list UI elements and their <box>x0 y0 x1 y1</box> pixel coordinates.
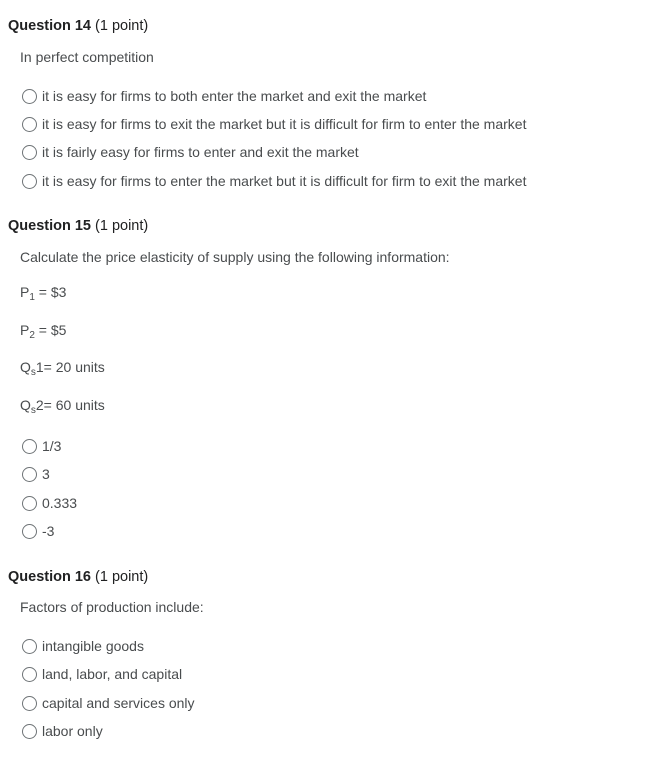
question-15-text: Calculate the price elasticity of supply using the following information: <box>20 249 450 265</box>
option-label: -3 <box>42 523 55 539</box>
q15-option-1[interactable] <box>22 436 61 456</box>
option-label: labor only <box>42 723 103 739</box>
info-qs2 <box>20 397 105 416</box>
radio-button[interactable] <box>22 439 37 454</box>
question-14-text: In perfect competition <box>20 49 154 65</box>
info-subscript: s <box>30 405 36 416</box>
radio-button[interactable] <box>22 667 37 682</box>
info-symbol: P <box>20 322 30 338</box>
q14-option-4[interactable] <box>22 171 526 191</box>
q15-option-4[interactable] <box>22 521 54 541</box>
question-16-header <box>8 569 148 585</box>
radio-button[interactable] <box>22 89 37 104</box>
question-title: Question 14 <box>8 18 91 34</box>
q16-option-3[interactable] <box>22 693 195 713</box>
q14-option-1[interactable] <box>22 86 426 106</box>
radio-button[interactable] <box>22 174 37 189</box>
question-points: (1 point) <box>95 18 149 34</box>
info-p1 <box>20 284 67 303</box>
option-label: it is easy for firms to exit the market but it is difficult for firm to enter the market <box>42 116 527 132</box>
option-label: intangible goods <box>42 638 144 654</box>
radio-button[interactable] <box>22 145 37 160</box>
question-16-text: Factors of production include: <box>20 599 204 615</box>
question-points: (1 point) <box>95 569 149 585</box>
option-label: 1/3 <box>42 438 62 454</box>
info-p2 <box>20 322 67 341</box>
option-label: 0.333 <box>42 495 78 511</box>
info-subscript: 1 <box>29 292 35 303</box>
info-value: 2= 60 units <box>35 397 105 413</box>
info-symbol: Q <box>20 359 31 375</box>
info-value: = $5 <box>34 322 67 338</box>
q15-option-3[interactable] <box>22 493 77 513</box>
option-label: it is easy for firms to both enter the market and exit the market <box>42 88 427 104</box>
radio-button[interactable] <box>22 696 37 711</box>
question-points: (1 point) <box>95 218 149 234</box>
info-symbol: P <box>20 284 30 300</box>
info-subscript: 2 <box>29 330 35 341</box>
q14-option-2[interactable] <box>22 114 526 134</box>
radio-button[interactable] <box>22 724 37 739</box>
radio-button[interactable] <box>22 496 37 511</box>
info-symbol: Q <box>20 397 31 413</box>
option-label: it is easy for firms to enter the market but it is difficult for firm to exit the market <box>42 173 527 189</box>
info-value: = $3 <box>34 284 67 300</box>
info-value: 1= 20 units <box>35 359 105 375</box>
option-label: 3 <box>42 466 50 482</box>
q16-option-4[interactable] <box>22 721 103 741</box>
radio-button[interactable] <box>22 639 37 654</box>
radio-button[interactable] <box>22 467 37 482</box>
q15-option-2[interactable] <box>22 464 50 484</box>
question-title: Question 16 <box>8 569 91 585</box>
q16-option-1[interactable] <box>22 636 144 656</box>
question-14-header <box>8 18 148 34</box>
radio-button[interactable] <box>22 524 37 539</box>
option-label: land, labor, and capital <box>42 666 183 682</box>
q16-option-2[interactable] <box>22 664 182 684</box>
option-label: capital and services only <box>42 695 195 711</box>
info-subscript: s <box>30 367 36 378</box>
info-qs1 <box>20 359 105 378</box>
question-15-header <box>8 218 148 234</box>
radio-button[interactable] <box>22 117 37 132</box>
question-title: Question 15 <box>8 218 91 234</box>
option-label: it is fairly easy for firms to enter and exit the market <box>42 144 359 160</box>
q14-option-3[interactable] <box>22 142 359 162</box>
